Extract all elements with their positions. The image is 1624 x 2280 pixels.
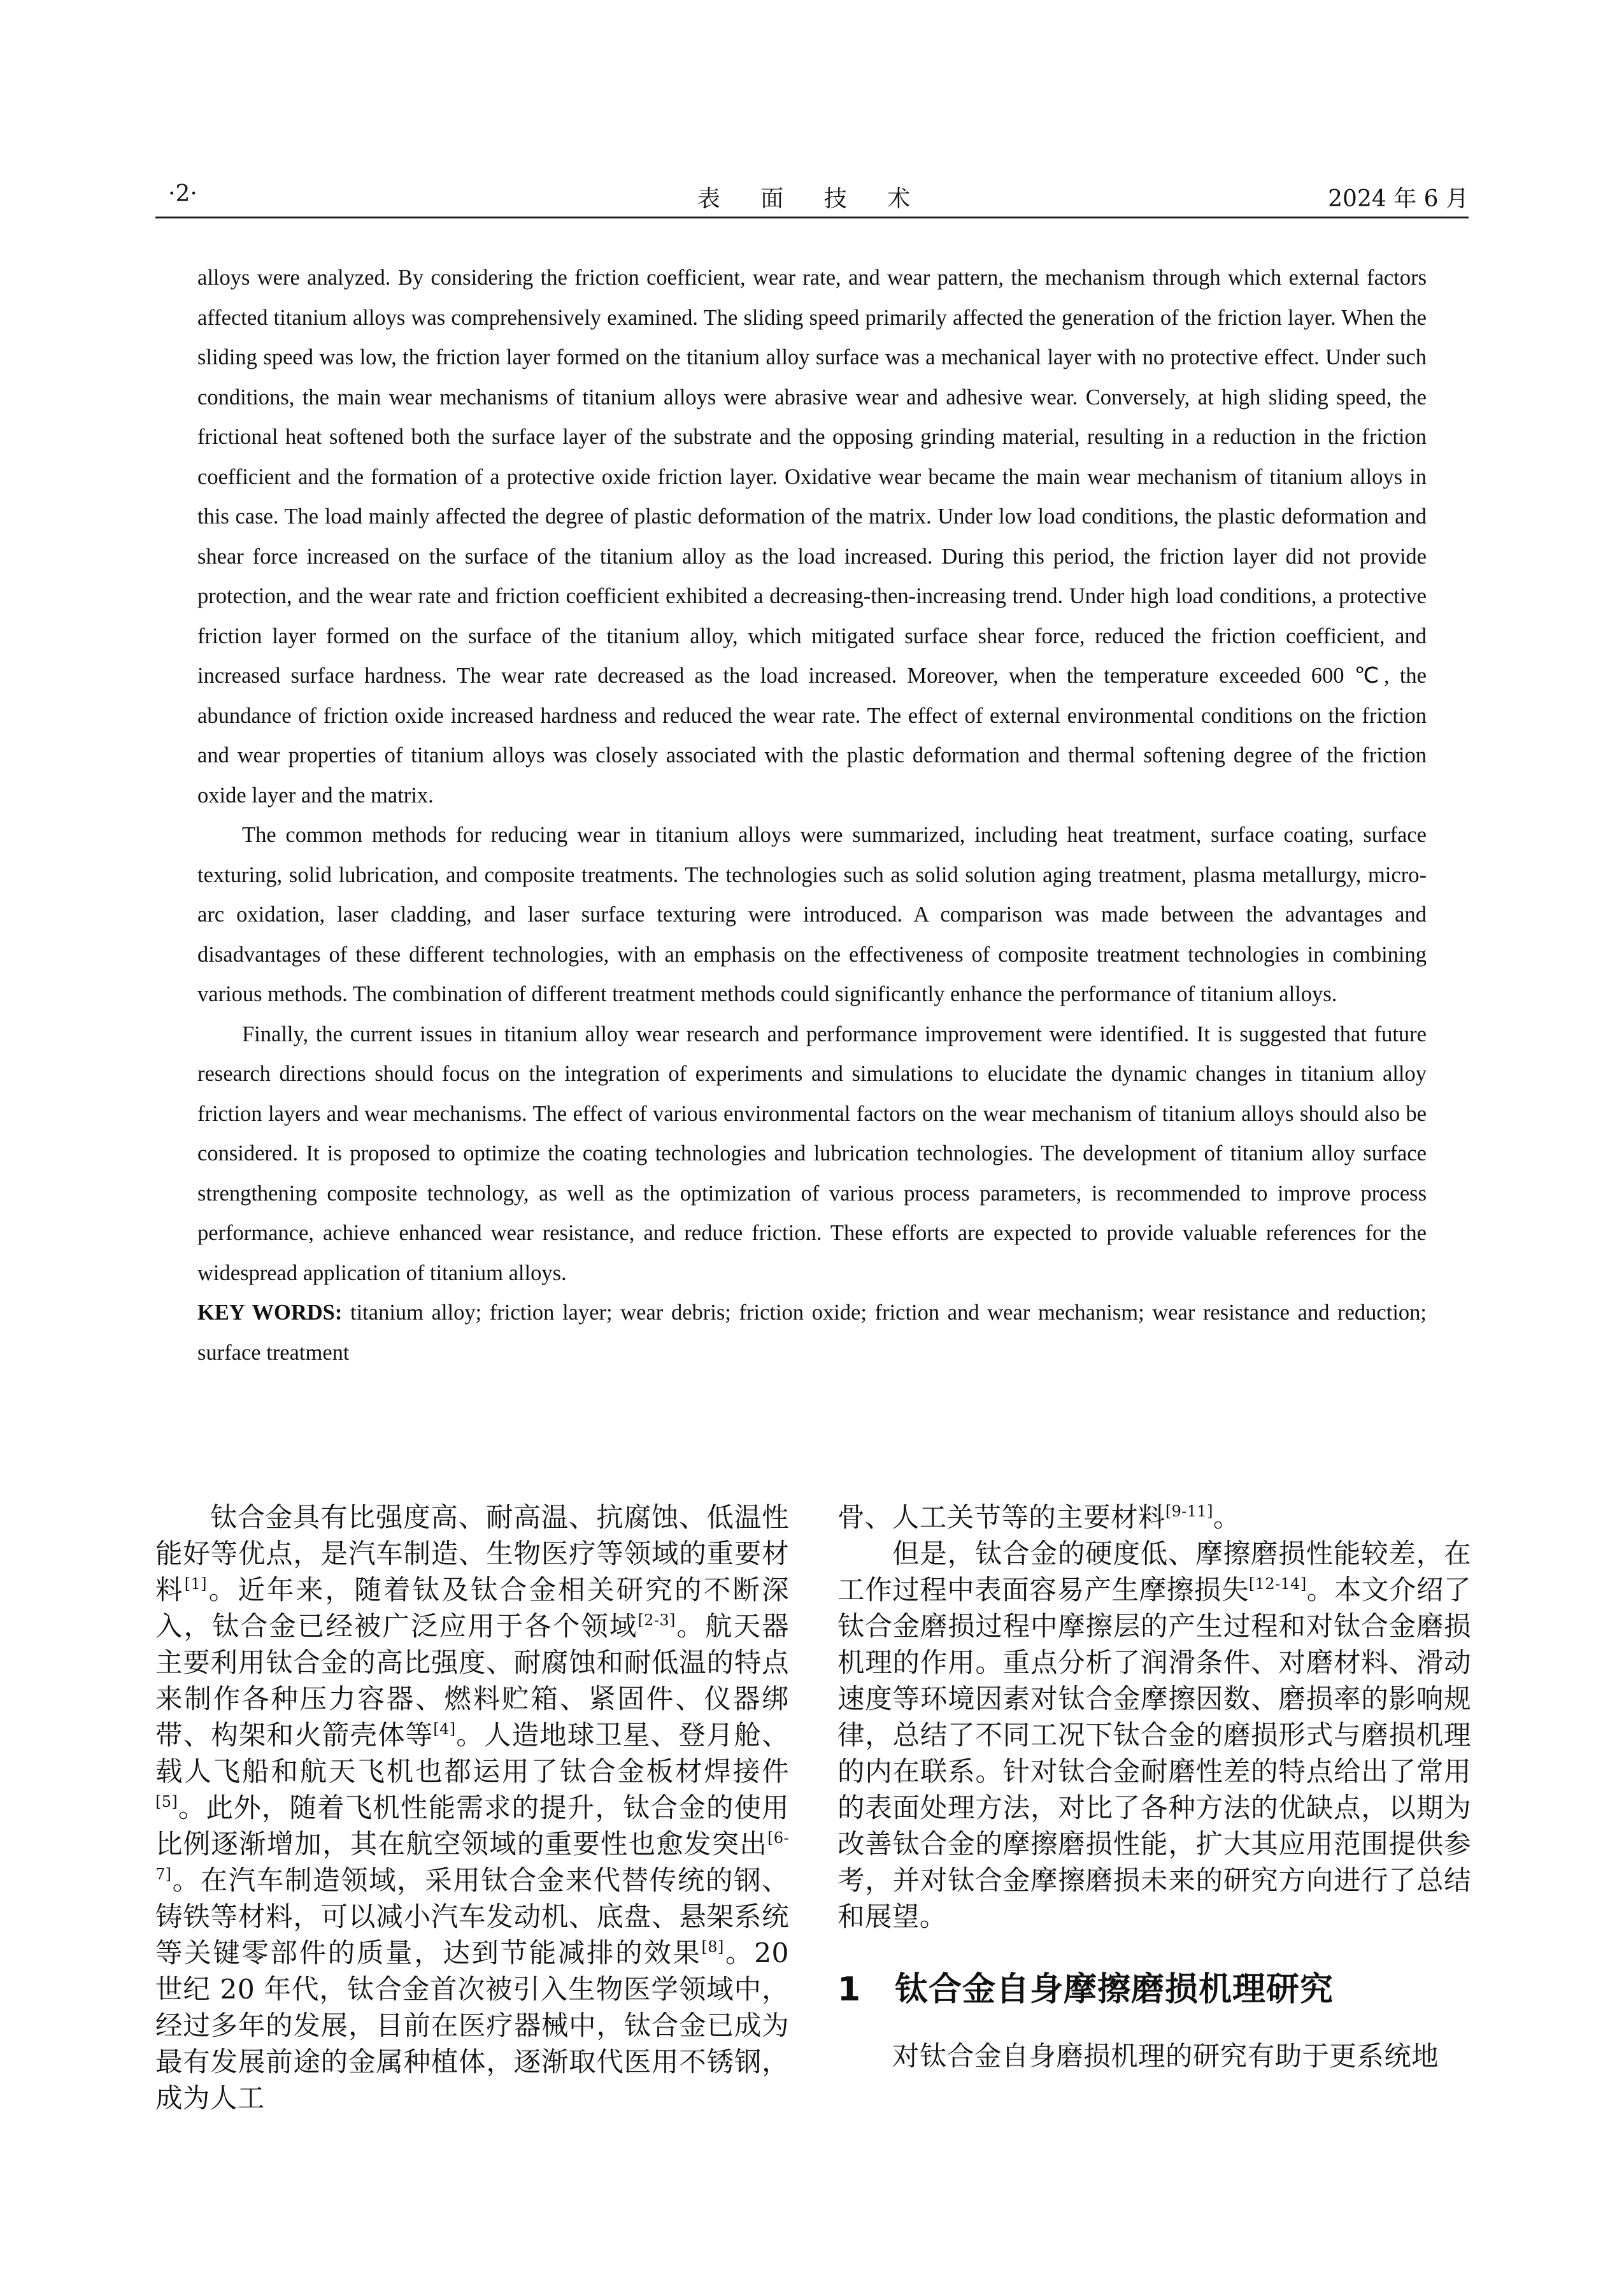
abstract-paragraph: The common methods for reducing wear in titanium alloys were summarized, including heat treatment, surface coating, surface texturing, solid lubrication, and composite treatments. The technologies such as solid solution aging treatment, plasma metallurgy, micro-arc oxidation, laser cladding, and laser surface texturing were introduced. A comparison was made between the advantages and disadvantages of these different technologies, with an emphasis on the effectiveness of composite treatment technologies in combining various methods. The combination of different treatment methods could significantly enhance the performance of titanium alloys. xyxy=(197,823,1427,1006)
intro-text: 但是，钛合金的硬度低、摩擦磨损性能较差，在工作过程中表面容易产生摩擦损失 xyxy=(837,1539,1471,1606)
citation: [1] xyxy=(184,1575,207,1593)
keywords xyxy=(197,1293,1427,1372)
keywords-label: KEY WORDS: xyxy=(197,1300,343,1325)
abstract-paragraph: alloys were analyzed. By considering the friction coefficient, wear rate, and wear pattern, the mechanism through which external factors affected titanium alloys was comprehensively examined. The sliding speed primarily affected the generation of the friction layer. When the sliding speed was low, the friction layer formed on the titanium alloy surface was a mechanical layer with no protective effect. Under such conditions, the main wear mechanisms of titanium alloys were abrasive wear and adhesive wear. Conversely, at high sliding speed, the frictional heat softened both the surface layer of the substrate and the opposing grinding material, resulting in a reduction in the friction coefficient and the formation of a protective oxide friction layer. Oxidative wear became the main wear mechanism of titanium alloys in this case. The load mainly affected the degree of plastic deformation of the matrix. Under low load conditions, the plastic deformation and shear force increased on the surface of the titanium alloy as the load increased. During this period, the friction layer did not provide protection, and the wear rate and friction coefficient exhibited a decreasing-then-increasing trend. Under high load conditions, a protective friction layer formed on the surface of the titanium alloy, which mitigated surface shear force, reduced the friction coefficient, and increased surface hardness. The wear rate decreased as the load increased. Moreover, when the temperature exceeded 600 ℃, the abundance of friction oxide increased hardness and reduced the wear rate. The effect of external environmental conditions on the friction and wear properties of titanium alloys was closely associated with the plastic deformation and thermal softening degree of the friction oxide layer and the matrix. xyxy=(197,266,1427,808)
citation: [5] xyxy=(155,1793,178,1811)
running-header xyxy=(155,178,1469,218)
citation: [2-3] xyxy=(637,1611,676,1629)
intro-text: 。20 世纪 20 年代，钛合金首次被引入生物医学领域中，经过多年的发展，目前在医疗器械中，钛合金已成为最有发展前途的金属种植体，逐渐取代医用不锈钢，成为人工 xyxy=(155,1938,789,2114)
section-number: 1 xyxy=(837,1970,862,2009)
issue-date: 2024 年 6 月 xyxy=(1328,186,1469,212)
intro-text: 。近年来，随着钛及钛合金相关研究的不断深入，钛合金已经被广泛应用于各个领域 xyxy=(155,1575,789,1642)
citation: [8] xyxy=(701,1938,724,1956)
section-title: 钛合金自身摩擦磨损机理研究 xyxy=(895,1970,1334,2009)
citation: [4] xyxy=(433,1720,456,1738)
abstract-paragraph: Finally, the current issues in titanium alloy wear research and performance improvement were identified. It is suggested that future research directions should focus on the integration of experiments and simulations to elucidate the dynamic changes in titanium alloy friction layers and wear mechanisms. The effect of various environmental factors on the wear mechanism of titanium alloys should also be considered. It is proposed to optimize the coating technologies and lubrication technologies. The development of titanium alloy surface strengthening composite technology, as well as the optimization of various process parameters, is recommended to improve process performance, achieve enhanced wear resistance, and reduce friction. These efforts are expected to provide valuable references for the widespread application of titanium alloys. xyxy=(197,1022,1427,1285)
intro-text: 。此外，随着飞机性能需求的提升，钛合金的使用比例逐渐增加，其在航空领域的重要性也愈发突出 xyxy=(155,1793,789,1860)
citation: [6-7] xyxy=(155,1829,789,1883)
intro-text: 。 xyxy=(1213,1502,1241,1534)
intro-paragraph-continued xyxy=(837,1500,1471,1536)
english-abstract xyxy=(197,258,1427,1372)
citation: [12-14] xyxy=(1248,1575,1307,1593)
intro-text: 骨、人工关节等的主要材料 xyxy=(837,1502,1165,1534)
body-column-left xyxy=(155,1500,789,2117)
intro-text: 。在汽车制造领域，采用钛合金来代替传统的钢、铸铁等材料，可以减小汽车发动机、底盘、悬架系统等关键零部件的质量，达到节能减排的效果 xyxy=(155,1865,789,1969)
body-column-right xyxy=(837,1500,1471,2075)
page-number: ·2· xyxy=(168,181,197,207)
section-paragraph: 对钛合金自身磨损机理的研究有助于更系统地 xyxy=(892,2041,1439,2072)
section-heading xyxy=(837,1967,1471,2012)
intro-paragraph xyxy=(837,1536,1471,1935)
intro-text: 。航天器主要利用钛合金的高比强度、耐腐蚀和耐低温的特点来制作各种压力容器、燃料贮箱、紧固件、仪器绑带、构架和火箭壳体等 xyxy=(155,1611,789,1751)
journal-title: 表 面 技 术 xyxy=(697,186,927,212)
intro-text: 。人造地球卫星、登月舱、载人飞船和航天飞机也都运用了钛合金板材焊接件 xyxy=(155,1720,789,1788)
intro-paragraph xyxy=(155,1500,789,2117)
citation: [9-11] xyxy=(1165,1502,1213,1520)
intro-text: 。本文介绍了钛合金磨损过程中摩擦层的产生过程和对钛合金磨损机理的作用。重点分析了润滑条件、对磨材料、滑动速度等环境因素对钛合金摩擦因数、磨损率的影响规律，总结了不同工况下钛合金的磨损形式与磨损机理的内在联系。针对钛合金耐磨性差的特点给出了常用的表面处理方法，对比了各种方法的优缺点，以期为改善钛合金的摩擦磨损性能，扩大其应用范围提供参考，并对钛合金摩擦磨损未来的研究方向进行了总结和展望。 xyxy=(837,1575,1471,1933)
intro-text: 钛合金具有比强度高、耐高温、抗腐蚀、低温性能好等优点，是汽车制造、生物医疗等领域的重要材料 xyxy=(155,1502,789,1606)
keywords-list: titanium alloy; friction layer; wear debris; friction oxide; friction and wear mechanism; wear resistance and reduction; surface treatment xyxy=(197,1300,1427,1365)
